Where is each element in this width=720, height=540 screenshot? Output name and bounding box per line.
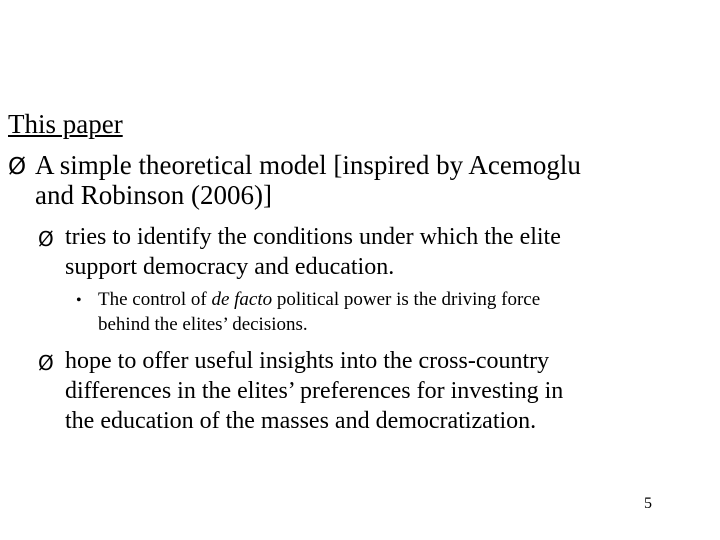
bullet-text-emphasis: de facto	[211, 289, 273, 310]
page-number: 5	[644, 495, 652, 512]
dot-bullet-icon: •	[76, 292, 82, 309]
bullet-text-line: behind the elites’ decisions.	[98, 314, 308, 335]
bullet-text-segment: The control of	[98, 289, 212, 310]
bullet-level1-model	[8, 150, 708, 210]
bullet-level3-de-facto	[76, 287, 540, 337]
bullet-text-line	[98, 287, 540, 312]
bullet-text-line: hope to offer useful insights into the cross-country	[65, 348, 550, 374]
bullet-text-line: differences in the elites’ preferences for investing in	[65, 378, 564, 404]
bullet-text-line: support democracy and education.	[65, 254, 395, 280]
bullet-text-segment: political power is the driving force	[272, 289, 541, 310]
bullet-level2-insights	[38, 346, 563, 436]
bullet-text-line: the education of the masses and democratization.	[65, 408, 537, 434]
arrow-bullet-icon: Ø	[38, 351, 54, 375]
bullet-level2-conditions	[38, 222, 561, 282]
arrow-bullet-icon: Ø	[8, 154, 27, 180]
bullet-text-line: tries to identify the conditions under which the elite	[65, 224, 561, 250]
bullet-text-line: and Robinson (2006)]	[35, 180, 272, 210]
slide-heading: This paper	[8, 109, 123, 139]
bullet-text-line: A simple theoretical model [inspired by Acemoglu	[35, 150, 581, 180]
arrow-bullet-icon: Ø	[38, 227, 54, 251]
